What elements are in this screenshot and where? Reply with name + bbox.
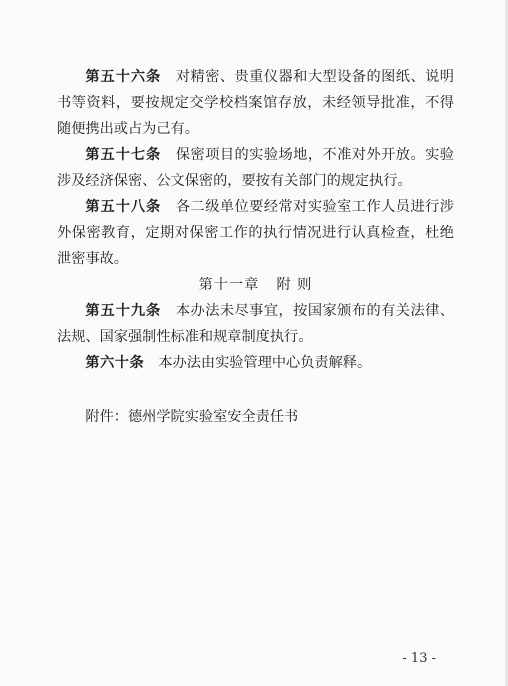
article-59 (57, 298, 454, 350)
article-text: 对精密、贵重仪器和大型设备的图纸、说明书等资料，要按规定交学校档案馆存放，未经领导批准，不得随便携出或占为己有。 (57, 69, 454, 137)
article-number: 第五十八条 (85, 199, 162, 215)
article-57 (57, 142, 454, 194)
article-number: 第五十七条 (85, 147, 162, 163)
article-text: 本办法未尽事宜，按国家颁布的有关法律、法规、国家强制性标准和规章制度执行。 (57, 303, 454, 345)
article-number: 第五十六条 (85, 69, 162, 85)
article-text: 本办法由实验管理中心负责解释。 (158, 355, 372, 371)
article-text: 保密项目的实验场地，不准对外开放。实验涉及经济保密、公文保密的，要按有关部门的规定执行。 (57, 147, 454, 189)
page-number: - 13 - (402, 651, 436, 666)
article-56 (57, 64, 454, 142)
article-number: 第五十九条 (85, 303, 162, 319)
article-58 (57, 194, 454, 272)
article-text: 各二级单位要经常对实验室工作人员进行涉外保密教育，定期对保密工作的执行情况进行认真检查，杜绝泄密事故。 (57, 199, 454, 267)
article-60 (57, 350, 454, 376)
attachment-note: 附件：德州学院实验室安全责任书 (85, 409, 299, 425)
document-body (57, 64, 454, 430)
chapter-heading (57, 272, 454, 298)
chapter-title: 附 则 (276, 277, 313, 293)
article-number: 第六十条 (85, 355, 145, 371)
chapter-number: 第十一章 (198, 277, 260, 293)
